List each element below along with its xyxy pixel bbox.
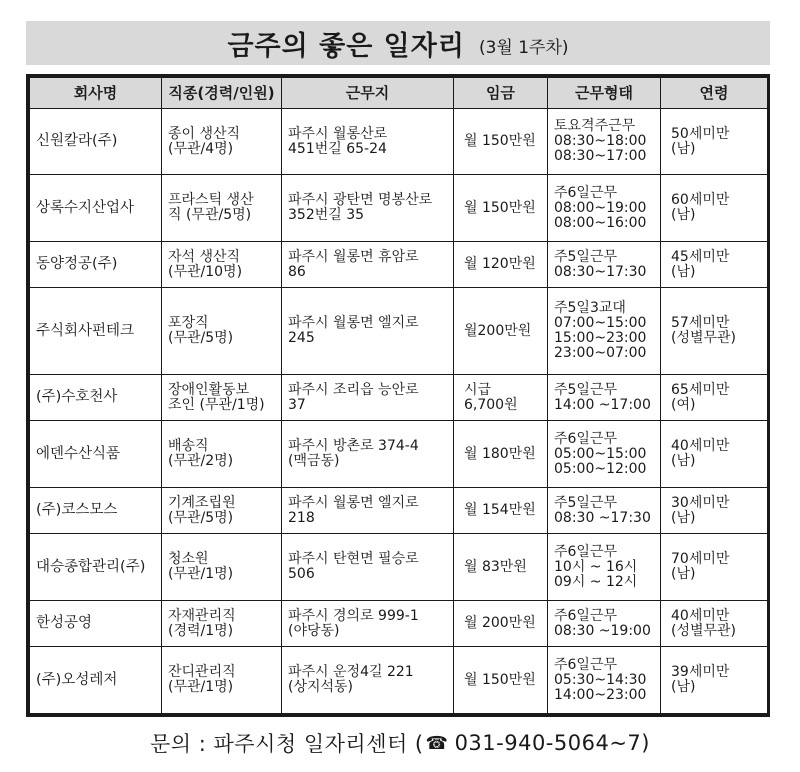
- schedule-cell-line: 08:30 ~17:30: [554, 509, 651, 526]
- wage-cell: [454, 241, 548, 288]
- job-cell: [162, 421, 282, 487]
- schedule-cell-line: 15:00~23:00: [554, 330, 647, 347]
- table-row: [30, 374, 768, 421]
- job-cell-line: (무관/1명): [168, 566, 234, 583]
- schedule-cell-line: 주5일근무: [554, 381, 618, 398]
- age-cell-line: (남): [671, 509, 696, 526]
- location-cell: [282, 288, 454, 374]
- company-cell: 동양정공(주): [30, 241, 162, 288]
- location-cell-line: (맥금동): [288, 453, 340, 470]
- table-row: [30, 647, 768, 714]
- age-cell-line: 40세미만: [671, 438, 730, 455]
- age-cell-line: (남): [671, 566, 696, 583]
- wage-cell-line: 월 150만원: [464, 133, 536, 150]
- wage-cell: [454, 175, 548, 241]
- table-row: [30, 534, 768, 600]
- company-cell: (주)코스모스: [30, 487, 162, 534]
- job-cell-line: (무관/1명): [168, 679, 234, 696]
- location-cell: [282, 109, 454, 175]
- job-cell-line: (무관/4명): [168, 140, 234, 157]
- schedule-cell: [548, 175, 661, 241]
- job-cell: [162, 374, 282, 421]
- table-header-row: [30, 78, 768, 109]
- schedule-cell-line: 05:00~12:00: [554, 460, 647, 477]
- schedule-cell: [548, 288, 661, 374]
- job-cell-line: 청소원: [168, 551, 209, 568]
- job-cell-line: (무관/5명): [168, 330, 234, 347]
- job-cell: [162, 241, 282, 288]
- schedule-cell-line: 08:30~18:00: [554, 133, 647, 150]
- schedule-cell: [548, 241, 661, 288]
- wage-cell: [454, 109, 548, 175]
- location-cell-line: 파주시 월롱면 엘지로: [288, 315, 419, 332]
- schedule-cell-line: 08:00~16:00: [554, 214, 647, 231]
- page-title: 금주의 좋은 일자리: [227, 30, 465, 62]
- age-cell: [661, 600, 768, 647]
- schedule-cell-line: 05:30~14:30: [554, 671, 647, 688]
- location-cell-line: 파주시 방촌로 374-4: [288, 438, 419, 455]
- age-cell: [661, 241, 768, 288]
- age-cell: [661, 175, 768, 241]
- schedule-cell-line: 05:00~15:00: [554, 445, 647, 462]
- table-row: [30, 421, 768, 487]
- schedule-cell-line: 주6일근무: [554, 543, 618, 560]
- company-cell: 신원칼라(주): [30, 109, 162, 175]
- age-cell-line: (남): [671, 263, 696, 280]
- schedule-cell: [548, 374, 661, 421]
- location-cell-line: 245: [288, 330, 315, 347]
- location-cell-line: 파주시 월롱면 휴암로: [288, 248, 419, 265]
- job-cell-line: 자석 생산직: [168, 248, 241, 265]
- age-cell-line: (남): [671, 453, 696, 470]
- job-cell: [162, 109, 282, 175]
- company-cell: (주)수호천사: [30, 374, 162, 421]
- job-cell: [162, 288, 282, 374]
- schedule-cell-line: 08:30~17:30: [554, 263, 647, 280]
- age-cell-line: (남): [671, 140, 696, 157]
- age-cell-line: (남): [671, 679, 696, 696]
- wage-cell-line: 월 150만원: [464, 671, 536, 688]
- job-cell-line: 장애인활동보: [168, 381, 250, 398]
- column-header: 회사명: [30, 78, 162, 109]
- schedule-cell-line: 14:00 ~17:00: [554, 396, 651, 413]
- wage-cell-line: 월 120만원: [464, 256, 536, 273]
- schedule-cell-line: 23:00~07:00: [554, 345, 647, 362]
- wage-cell: [454, 374, 548, 421]
- page-subtitle: (3월 1주차): [478, 37, 569, 58]
- location-cell: [282, 175, 454, 241]
- schedule-cell-line: 08:30~17:00: [554, 148, 647, 165]
- age-cell-line: 57세미만: [671, 315, 730, 332]
- schedule-cell-line: 08:30 ~19:00: [554, 622, 651, 639]
- schedule-cell: [548, 109, 661, 175]
- age-cell: [661, 374, 768, 421]
- schedule-cell: [548, 600, 661, 647]
- jobs-table: [29, 77, 768, 714]
- wage-cell: [454, 600, 548, 647]
- age-cell: [661, 487, 768, 534]
- wage-cell-line: 월 83만원: [464, 558, 527, 575]
- table-row: [30, 600, 768, 647]
- job-cell-line: 종이 생산직: [168, 125, 241, 142]
- location-cell-line: 218: [288, 509, 315, 526]
- column-header: 직종(경력/인원): [162, 78, 282, 109]
- location-cell: [282, 600, 454, 647]
- job-cell: [162, 647, 282, 714]
- schedule-cell-line: 주6일근무: [554, 184, 618, 201]
- age-cell-line: 45세미만: [671, 248, 730, 265]
- wage-cell-line: 월200만원: [464, 322, 532, 339]
- location-cell-line: 파주시 조리읍 능안로: [288, 381, 419, 398]
- age-cell: [661, 109, 768, 175]
- schedule-cell-line: 09시 ~ 12시: [554, 573, 638, 590]
- job-cell-line: 직 (무관/5명): [168, 207, 252, 224]
- table-body: [30, 109, 768, 714]
- wage-cell: [454, 647, 548, 714]
- company-cell: 에덴수산식품: [30, 421, 162, 487]
- location-cell-line: 451번길 65-24: [288, 140, 387, 157]
- job-cell-line: 자재관리직: [168, 607, 236, 624]
- location-cell-line: 파주시 탄현면 필승로: [288, 551, 419, 568]
- company-cell: 한성공영: [30, 600, 162, 647]
- schedule-cell-line: 주6일근무: [554, 656, 618, 673]
- phone-icon: ☎: [425, 732, 449, 754]
- schedule-cell-line: 주5일근무: [554, 248, 618, 265]
- age-cell-line: 50세미만: [671, 125, 730, 142]
- schedule-cell-line: 토요격주근무: [554, 118, 636, 135]
- table-row: [30, 109, 768, 175]
- age-cell-line: 39세미만: [671, 664, 730, 681]
- location-cell: [282, 647, 454, 714]
- schedule-cell-line: 주6일근무: [554, 607, 618, 624]
- table-row: [30, 175, 768, 241]
- title-bar: [26, 21, 770, 65]
- wage-cell: [454, 534, 548, 600]
- job-cell: [162, 534, 282, 600]
- contact-footer: [0, 728, 800, 758]
- location-cell: [282, 487, 454, 534]
- table-row: [30, 487, 768, 534]
- job-cell: [162, 600, 282, 647]
- company-cell: 대승종합관리(주): [30, 534, 162, 600]
- company-cell: (주)오성레저: [30, 647, 162, 714]
- location-cell-line: 파주시 월롱산로: [288, 125, 388, 142]
- location-cell: [282, 421, 454, 487]
- job-cell-line: 프라스틱 생산: [168, 192, 254, 209]
- age-cell-line: 70세미만: [671, 551, 730, 568]
- schedule-cell-line: 주5일근무: [554, 494, 618, 511]
- column-header: 임금: [454, 78, 548, 109]
- column-header: 연령: [661, 78, 768, 109]
- wage-cell-line: 시급: [464, 381, 492, 398]
- company-cell: 상록수지산업사: [30, 175, 162, 241]
- wage-cell-line: 월 150만원: [464, 199, 536, 216]
- schedule-cell-line: 14:00~23:00: [554, 686, 647, 703]
- location-cell: [282, 374, 454, 421]
- wage-cell: [454, 288, 548, 374]
- contact-phone: 031-940-5064~7): [454, 731, 650, 755]
- age-cell-line: (성별무관): [671, 330, 737, 347]
- location-cell-line: 37: [288, 396, 306, 413]
- job-cell-line: 포장직: [168, 315, 209, 332]
- schedule-cell: [548, 534, 661, 600]
- age-cell: [661, 647, 768, 714]
- location-cell: [282, 241, 454, 288]
- wage-cell-line: 6,700원: [464, 396, 518, 413]
- age-cell-line: (성별무관): [671, 622, 737, 639]
- table-row: [30, 288, 768, 374]
- job-cell-line: 잔디관리직: [168, 664, 236, 681]
- job-cell-line: (무관/2명): [168, 453, 234, 470]
- location-cell-line: 86: [288, 263, 306, 280]
- wage-cell-line: 월 200만원: [464, 615, 536, 632]
- location-cell-line: 파주시 운정4길 221: [288, 664, 414, 681]
- column-header: 근무형태: [548, 78, 661, 109]
- jobs-table-container: [26, 74, 770, 717]
- schedule-cell-line: 10시 ~ 16시: [554, 558, 638, 575]
- column-header: 근무지: [282, 78, 454, 109]
- job-cell-line: (경력/1명): [168, 622, 234, 639]
- age-cell-line: 60세미만: [671, 192, 730, 209]
- age-cell: [661, 421, 768, 487]
- job-cell-line: 조인 (무관/1명): [168, 396, 265, 413]
- contact-prefix: 문의 : 파주시청 일자리센터 (: [150, 732, 424, 756]
- age-cell-line: (남): [671, 207, 696, 224]
- age-cell: [661, 534, 768, 600]
- age-cell-line: 65세미만: [671, 381, 730, 398]
- schedule-cell-line: 07:00~15:00: [554, 315, 647, 332]
- company-cell: 주식회사펀테크: [30, 288, 162, 374]
- job-cell-line: (무관/10명): [168, 263, 243, 280]
- location-cell-line: (상지석동): [288, 679, 354, 696]
- wage-cell-line: 월 154만원: [464, 502, 536, 519]
- schedule-cell-line: 08:00~19:00: [554, 199, 647, 216]
- age-cell-line: (여): [671, 396, 696, 413]
- wage-cell-line: 월 180만원: [464, 445, 536, 462]
- wage-cell: [454, 421, 548, 487]
- table-row: [30, 241, 768, 288]
- location-cell-line: 파주시 월롱면 엘지로: [288, 494, 419, 511]
- job-cell: [162, 175, 282, 241]
- location-cell: [282, 534, 454, 600]
- age-cell-line: 30세미만: [671, 494, 730, 511]
- location-cell-line: 352번길 35: [288, 207, 365, 224]
- schedule-cell: [548, 421, 661, 487]
- job-cell-line: (무관/5명): [168, 509, 234, 526]
- location-cell-line: (야당동): [288, 622, 340, 639]
- location-cell-line: 파주시 광탄면 명봉산로: [288, 192, 433, 209]
- location-cell-line: 506: [288, 566, 315, 583]
- age-cell-line: 40세미만: [671, 607, 730, 624]
- schedule-cell: [548, 487, 661, 534]
- job-cell: [162, 487, 282, 534]
- wage-cell: [454, 487, 548, 534]
- location-cell-line: 파주시 경의로 999-1: [288, 607, 419, 624]
- job-cell-line: 배송직: [168, 438, 209, 455]
- job-cell-line: 기계조립원: [168, 494, 236, 511]
- schedule-cell: [548, 647, 661, 714]
- age-cell: [661, 288, 768, 374]
- schedule-cell-line: 주6일근무: [554, 430, 618, 447]
- schedule-cell-line: 주5일3교대: [554, 300, 626, 317]
